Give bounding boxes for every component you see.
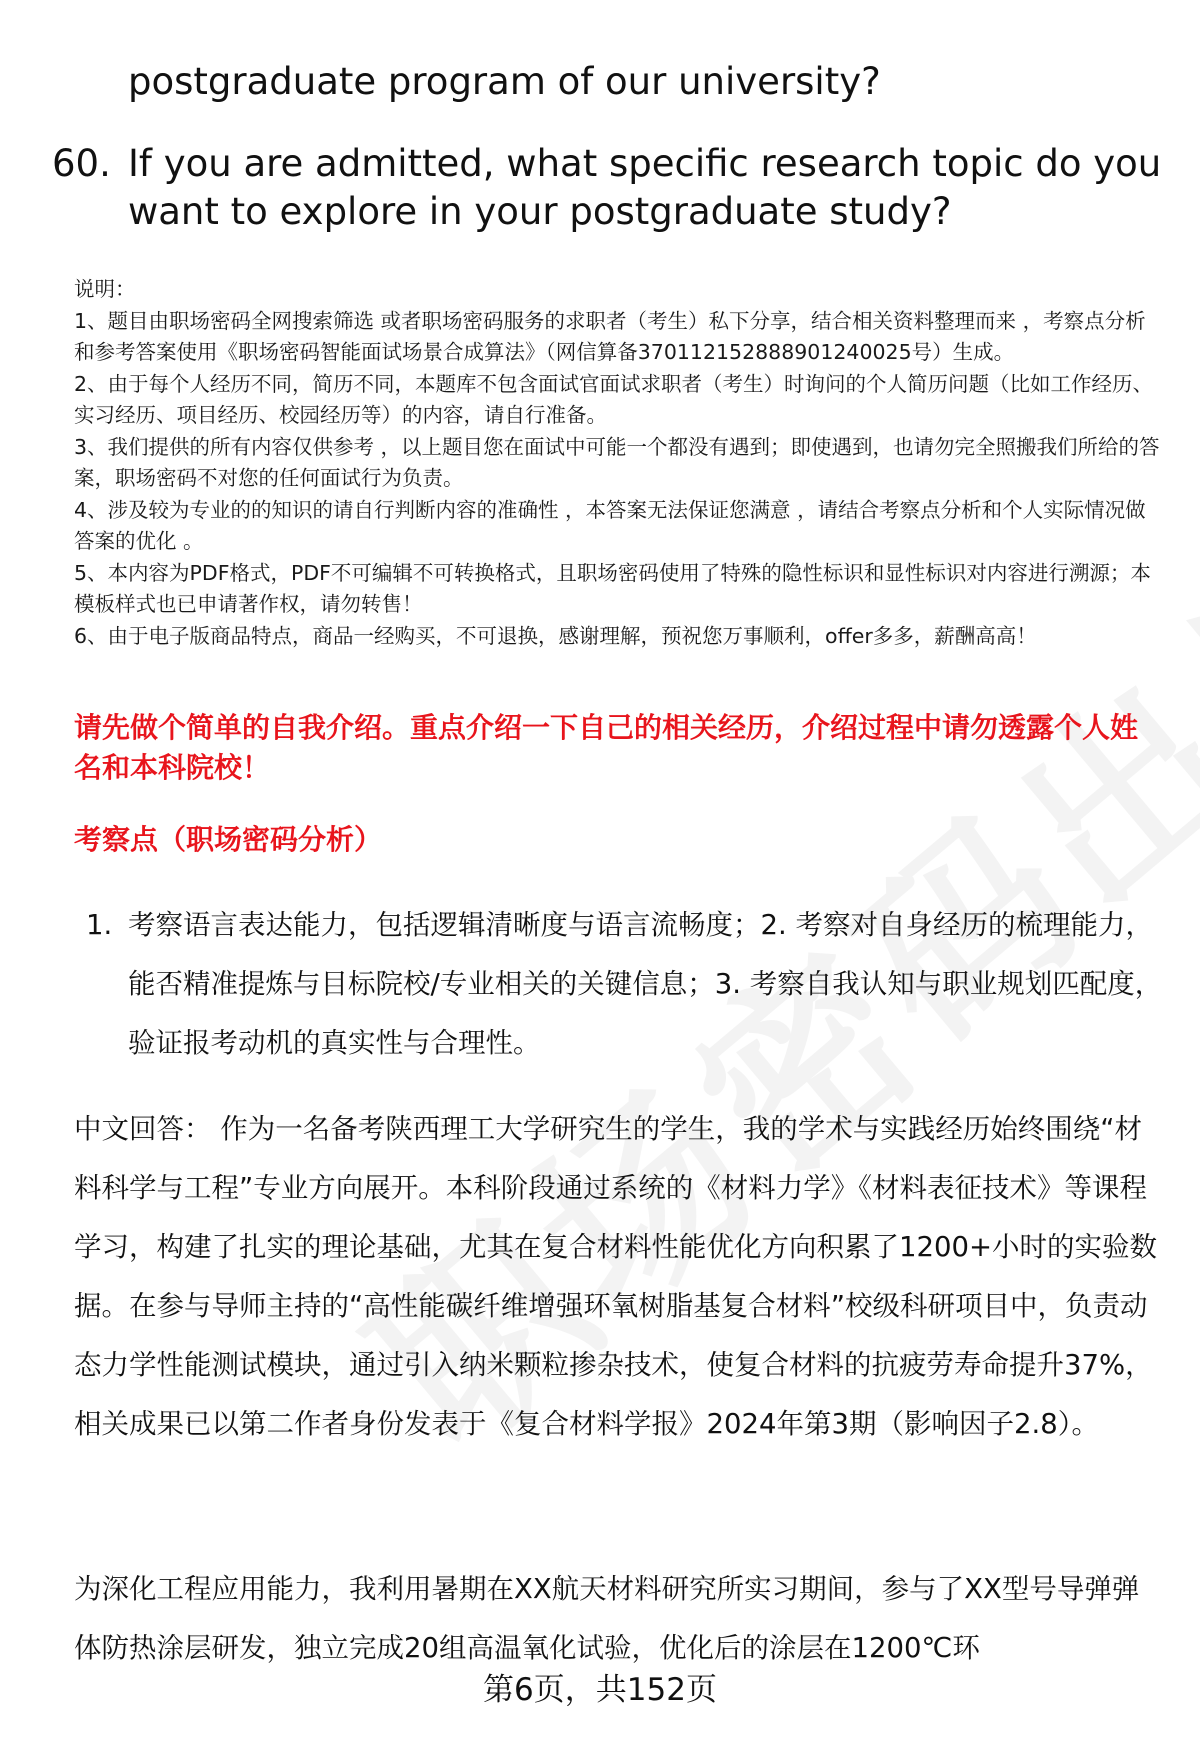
analysis-heading: 考察点（职场密码分析）	[74, 823, 383, 856]
question-60	[52, 140, 1162, 236]
section-heading: 请先做个简单的自我介绍。重点介绍一下自己的相关经历，介绍过程中请勿透露个人姓名和本科院校！	[74, 711, 1139, 784]
notes-item: 6、由于电子版商品特点，商品一经购买，不可退换，感谢理解，预祝您万事顺利，offer多多，薪酬高高！	[74, 623, 1037, 648]
notes-title: 说明：	[74, 277, 136, 301]
analysis-item-text: 考察语言表达能力，包括逻辑清晰度与语言流畅度；2. 考察对自身经历的梳理能力，能否精准提炼与目标院校/专业相关的关键信息；3. 考察自我认知与职业规划匹配度，验证报考动机的真实性与合理性。	[128, 909, 1163, 1059]
notes-block	[74, 274, 1164, 652]
analysis-list-item	[86, 896, 1166, 1073]
notes-item: 2、由于每个人经历不同，简历不同，本题库不包含面试官面试求职者（考生）时询问的个人简历问题（比如工作经历、实习经历、项目经历、校园经历等）的内容，请自行准备。	[74, 371, 1154, 427]
question-number: 60.	[52, 142, 111, 185]
answer-paragraph-1: 中文回答： 作为一名备考陕西理工大学研究生的学生，我的学术与实践经历始终围绕“材料科学与工程”专业方向展开。本科阶段通过系统的《材料力学》《材料表征技术》等课程学习，构建了扎实的理论基础，尤其在复合材料性能优化方向积累了1200+小时的实验数据。在参与导师主持的“高性能碳纤维增强环氧树脂基复合材料”校级科研项目中，负责动态力学性能测试模块，通过引入纳米颗粒掺杂技术，使复合材料的抗疲劳寿命提升37%，相关成果已以第二作者身份发表于《复合材料学报》2024年第3期（影响因子2.8）。	[74, 1113, 1158, 1440]
notes-item: 3、我们提供的所有内容仅供参考 ，以上题目您在面试中可能一个都没有遇到；即使遇到，也请勿完全照搬我们所给的答案，职场密码不对您的任何面试行为负责。	[74, 434, 1160, 490]
page-footer: 第6页，共152页	[483, 1672, 717, 1708]
analysis-item-number: 1.	[86, 909, 113, 941]
answer-paragraph-2: 为深化工程应用能力，我利用暑期在XX航天材料研究所实习期间，参与了XX型号导弹弹体防热涂层研发，独立完成20组高温氧化试验，优化后的涂层在1200℃环	[74, 1573, 1140, 1664]
notes-item: 5、本内容为PDF格式，PDF不可编辑不可转换格式，且职场密码使用了特殊的隐性标识和显性标识对内容进行溯源；本模板样式也已申请著作权，请勿转售！	[74, 560, 1151, 616]
question-59-continuation: postgraduate program of our university?	[128, 60, 881, 103]
notes-item: 1、题目由职场密码全网搜索筛选 或者职场密码服务的求职者（考生）私下分享，结合相关资料整理而来 ，考察点分析和参考答案使用《职场密码智能面试场景合成算法》（网信算备370112152888901240025号）生成。	[74, 308, 1146, 364]
question-text: If you are admitted, what specific research topic do you want to explore in your postgraduate study?	[128, 142, 1162, 233]
notes-item: 4、涉及较为专业的的知识的请自行判断内容的准确性 ，本答案无法保证您满意 ，请结合考察点分析和个人实际情况做答案的优化 。	[74, 497, 1146, 553]
